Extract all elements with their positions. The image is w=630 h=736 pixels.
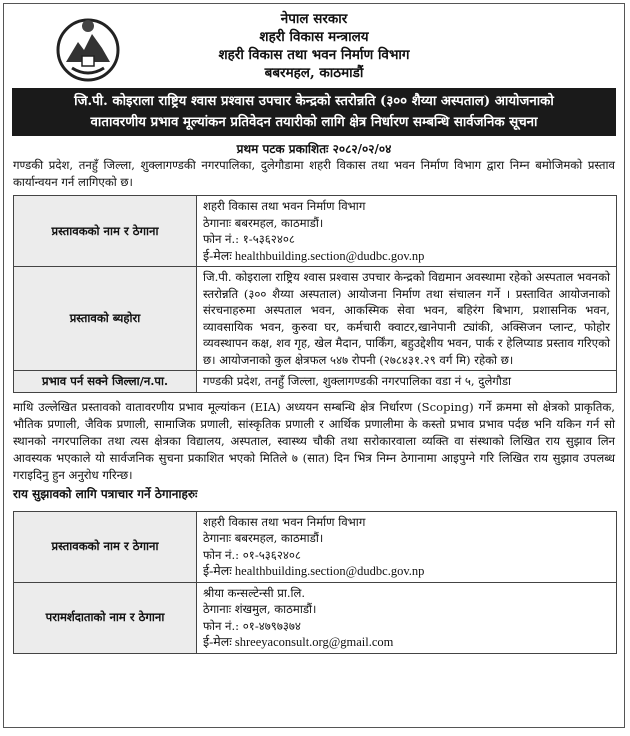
office-heading [4, 10, 624, 82]
notice-title-line2: वातावरणीय प्रभाव मूल्यांकन प्रतिवेदन तयारीको लागि क्षेत्र निर्धारण सम्बन्धि सार्वजनिक सूचना [90, 115, 538, 130]
proposer-line: शहरी विकास तथा भवन निर्माण विभाग [203, 514, 366, 529]
proposer-email: ई-मेलः healthbuilding.section@dudbc.gov.np [203, 564, 425, 578]
notice-page [3, 3, 625, 728]
address-heading: राय सुझावको लागि पत्राचार गर्ने ठेगानाहरुः [13, 486, 198, 501]
proposal-table [13, 195, 617, 393]
proposer-details [197, 196, 617, 267]
office-location: बबरमहल, काठमाडौं [264, 65, 364, 81]
proposer-line: फोन नं.: १-५३६२४०८ [203, 232, 295, 246]
department-name: शहरी विकास तथा भवन निर्माण विभाग [218, 47, 410, 63]
proposer-line: फोन नं.: ०१-५३६२४०८ [203, 547, 301, 562]
consultant-email: ई-मेलः shreeyaconsult.org@gmail.com [203, 635, 394, 649]
government-name: नेपाल सरकार [280, 11, 348, 27]
table-row [14, 267, 617, 371]
proposer-label: प्रस्तावकको नाम र ठेगाना [14, 511, 197, 582]
description-text: जि.पी. कोइराला राष्ट्रिय श्वास प्रश्वास उपचार केन्द्रको विद्यमान अवस्थामा रहेको अस्पताल भवनको स्तरोन्नति (३०० शैय्या अस्पताल) आयोजना निर्माण तथा संचालन गर्ने । प्रस्तावित आयोजनाको संरचनाहरुमा अस्पताल भवन, आकस्मिक सेवा भवन, बहिरंग बिभाग, प्रशासनिक भवन, व्यावसायिक भवन, कुरुवा घर, कर्मचारी क्वाटर,खानेपानी ट्यांकी, अक्सिजन प्लान्ट, फोहोर व्यवस्थापन कक्ष, शव गृह, खेल मैदान, पार्किंग, बहुउद्देशीय भवन, पार्क र हेलिप्याड प्रस्ताव गरिएको छ। आयोजनाको कुल क्षेत्रफल ५४७ रोपनी (२७८४३१.२९ वर्ग मि) रहेको छ। [197, 267, 617, 371]
first-published-date: प्रथम पटक प्रकाशितः २०८२/०२/०४ [236, 142, 392, 156]
affected-area-value: गण्डकी प्रदेश, तनहुँ जिल्ला, शुक्लागण्डकी नगरपालिका वडा नं ५, दुलेगौडा [197, 371, 617, 393]
proposer-details [197, 511, 617, 582]
address-table [13, 511, 617, 654]
notice-title [12, 88, 616, 136]
proposer-label: प्रस्तावकको नाम र ठेगाना [14, 196, 197, 267]
table-row [14, 582, 617, 653]
consultant-details [197, 582, 617, 653]
proposer-line: ठेगानाः बबरमहल, काठमाडौं। [203, 215, 324, 230]
consultant-line: फोन नं.: ०१-४७९७३७४ [203, 618, 301, 633]
affected-area-label: प्रभाव पर्न सक्ने जिल्ला/न.पा. [14, 371, 197, 393]
intro-paragraph: गण्डकी प्रदेश, तनहुँ जिल्ला, शुक्लागण्डकी नगरपालिका, दुलेगौडामा शहरी विकास तथा भवन निर्माण विभाग द्वारा निम्न बमोजिमको प्रस्ताव कार्यान्वयन गर्न लागिएको छ। [13, 158, 615, 189]
consultant-line: श्रीया कन्सल्टेन्सी प्रा.लि. [203, 585, 306, 600]
table-row [14, 196, 617, 267]
consultant-line: ठेगानाः शंखमुल, काठमाडौं। [203, 602, 317, 616]
proposer-line: ठेगानाः बबरमहल, काठमाडौं। [203, 531, 324, 545]
ministry-name: शहरी विकास मन्त्रालय [259, 29, 369, 45]
proposer-line: शहरी विकास तथा भवन निर्माण विभाग [203, 199, 366, 213]
table-row [14, 371, 617, 393]
body-paragraph: माथि उल्लेखित प्रस्तावको वातावरणीय प्रभाव मूल्यांकन (EIA) अध्ययन सम्बन्धि क्षेत्र निर्धारण (Scoping) गर्ने क्रममा सो क्षेत्रको प्राकृतिक, भौतिक प्रणाली, जैविक प्रणाली, सामाजिक प्रणाली, सांस्कृतिक प्रणाली र आर्थिक प्रणालीमा के कस्तो प्रभाव प्रभाव पर्दछ भनि यकिन गर्न सो स्थानको नगरपालिका तथा त्यस क्षेत्रका विद्यालय, अस्पताल, स्वास्थ्य चौकी तथा सरोकारवाला व्यक्ति वा संस्थाको लिखित राय सुझाव लिन आवस्यक भएकाले यो सार्वजनिक सुचना प्रकाशित भएको मितिले ७ (सात) दिन भित्र निम्न ठेगानामा आइपुग्ने गरि लिखित राय सुझाव उपलब्ध गराइदिनु हुन अनुरोध गरिन्छ। [13, 399, 615, 482]
proposer-email: ई-मेलः healthbuilding.section@dudbc.gov.np [203, 248, 425, 263]
table-row [14, 511, 617, 582]
notice-title-line1: जि.पी. कोइराला राष्ट्रिय श्वास प्रश्वास उपचार केन्द्रको स्तरोन्नति (३०० शैय्या अस्पताल) आयोजनाको [74, 94, 554, 109]
description-label: प्रस्तावको ब्यहोरा [14, 267, 197, 371]
header [4, 4, 624, 88]
consultant-label: परामर्शदाताको नाम र ठेगाना [14, 582, 197, 653]
